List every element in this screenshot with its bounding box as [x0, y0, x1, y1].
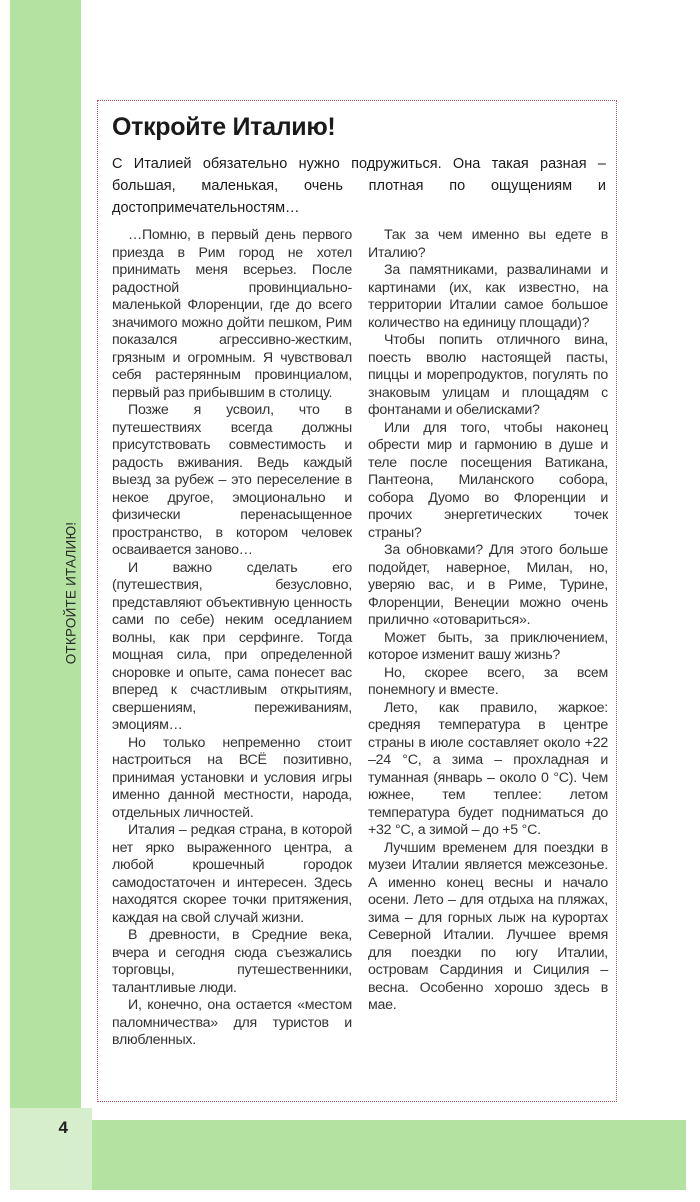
- paragraph: Чтобы попить отличного вина, поесть вволю настоящей пасты, пиццы и морепродуктов, погулять по знаковым улицам и площадям с фонтанами и обелисками?: [368, 332, 608, 418]
- right-column: [368, 227, 608, 1015]
- paragraph: Но, скорее всего, за всем понемногу и вместе.: [368, 664, 608, 698]
- paragraph: За памятниками, развалинами и картинами (их, как известно, на территории Италии самое большое количество на единицу площади)?: [368, 262, 608, 331]
- paragraph: Или для того, чтобы наконец обрести мир и гармонию в душе и теле после посещения Ватикана, Пантеона, Миланского собора, собора Дуомо во Флоренции и прочих энергетических точек страны?: [368, 419, 608, 541]
- paragraph: Лето, как правило, жаркое: средняя температура в центре страны в июле составляет около +22 –24 °C, а зима – прохладная и туманная (январь – около 0 °C). Чем южнее, тем теплее: летом температура будет подниматься до +32 °C, а зимой – до +5 °C.: [368, 699, 608, 838]
- bottom-color-bar: [92, 1120, 686, 1190]
- article-intro: С Италией обязательно нужно подружиться. Она такая разная – большая, маленькая, очень плотная по ощущениям и достопримечательностям…: [112, 156, 606, 216]
- article-title: Откройте Италию!: [112, 113, 336, 141]
- paragraph: Лучшим временем для поездки в музеи Италии является межсезонье. А именно конец весны и начало осени. Лето – для отдыха на пляжах, зима – для горных лыж на курортах Северной Италии. Лучшее время для поездки по югу Италии, островам Сардиния и Сицилия – весна. Особенно хорошо здесь в мае.: [368, 839, 608, 1013]
- left-column: [112, 227, 352, 1050]
- paragraph: Позже я усвоил, что в путешествиях всегда должны присутствовать совместимость и радость вживания. Ведь каждый выезд за рубеж – это переселение в некое другое, эмоционально и физически перенасыщенное пространство, в котором человек осваивается заново…: [112, 402, 352, 558]
- page-number-box: [10, 1108, 92, 1190]
- paragraph: Может быть, за приключением, которое изменит вашу жизнь?: [368, 629, 608, 663]
- paragraph: …Помню, в первый день первого приезда в Рим город не хотел принимать меня всерьез. После радостной провинциально-маленькой Флоренции, где до всего значимого можно дойти пешком, Рим показался агрессивно-жестким, грязным и огромным. Я чувствовал себя растерянным провинциалом, первый раз прибывшим в столицу.: [112, 227, 352, 401]
- paragraph: Но только непременно стоит настроиться на ВСЁ позитивно, принимая установки и условия игры именно данной местности, народа, отдельных личностей.: [112, 734, 352, 821]
- paragraph: Так за чем именно вы едете в Италию?: [368, 227, 608, 261]
- paragraph: И важно сделать его (путешествия, безусловно, представляют объективную ценность сами по себе) неким оседланием волны, как при серфинге. Тогда мощная сила, при определенной сноровке и опыте, сама понесет вас вперед к счастливым открытиям, свершениям, переживаниям, эмоциям…: [112, 559, 352, 733]
- paragraph: За обновками? Для этого больше подойдет, наверное, Милан, но, уверяю вас, и в Риме, Турине, Флоренции, Венеции можно очень прилично «отовариться».: [368, 542, 608, 628]
- running-head-vertical: ОТКРОЙТЕ ИТАЛИЮ!: [63, 521, 79, 665]
- paragraph: И, конечно, она остается «местом паломничества» для туристов и влюбленных.: [112, 997, 352, 1048]
- paragraph: В древности, в Средние века, вчера и сегодня сюда съезжались торговцы, путешественники, талантливые люди.: [112, 927, 352, 996]
- page-number: 4: [58, 1118, 68, 1137]
- paragraph: Италия – редкая страна, в которой нет ярко выраженного центра, а любой крошечный городок самодостаточен и интересен. Здесь находятся скорее точки притяжения, каждая на свой случай жизни.: [112, 822, 352, 926]
